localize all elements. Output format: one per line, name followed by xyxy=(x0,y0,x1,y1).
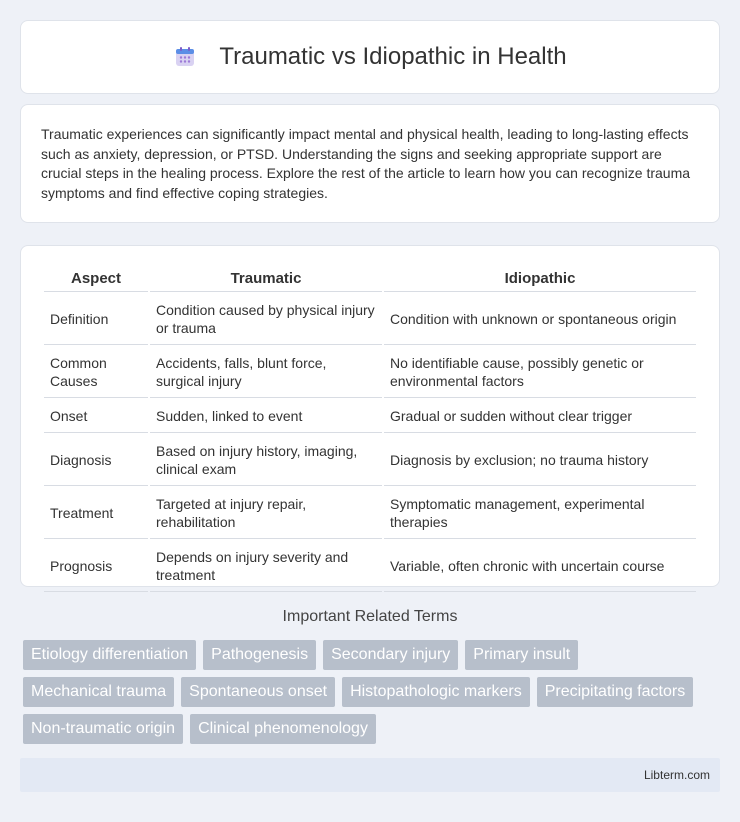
comparison-table-card xyxy=(20,245,720,587)
footer-brand-link[interactable]: Libterm.com xyxy=(643,768,710,782)
header-card xyxy=(20,20,720,94)
column-header-idiopathic: Idiopathic xyxy=(384,266,696,292)
column-header-traumatic: Traumatic xyxy=(150,266,382,292)
idiopathic-cell: No identifiable cause, possibly genetic or environmental factors xyxy=(384,347,696,398)
related-term-tag[interactable]: Precipitating factors xyxy=(537,677,694,707)
idiopathic-cell: Gradual or sudden without clear trigger xyxy=(384,400,696,433)
page-title: Traumatic vs Idiopathic in Health xyxy=(219,43,567,70)
table-row xyxy=(44,435,696,486)
related-term-tag[interactable]: Etiology differentiation xyxy=(23,640,196,670)
related-term-tag[interactable]: Primary insult xyxy=(465,640,578,670)
traumatic-cell: Depends on injury severity and treatment xyxy=(150,541,382,592)
column-header-aspect: Aspect xyxy=(44,266,148,292)
related-term-tag[interactable]: Pathogenesis xyxy=(203,640,316,670)
table-row xyxy=(44,488,696,539)
traumatic-cell: Accidents, falls, blunt force, surgical injury xyxy=(150,347,382,398)
idiopathic-cell: Variable, often chronic with uncertain course xyxy=(384,541,696,592)
related-terms-title: Important Related Terms xyxy=(282,608,458,625)
traumatic-cell: Based on injury history, imaging, clinical exam xyxy=(150,435,382,486)
related-term-tag[interactable]: Clinical phenomenology xyxy=(190,714,376,744)
intro-text: Traumatic experiences can significantly impact mental and physical health, leading to long-lasting effects such as anxiety, depression, or PTSD. Understanding the signs and seeking appropriate support are crucial steps in the healing process. Explore the rest of the article to learn how you can recognize trauma symptoms and find effective coping strategies. xyxy=(41,126,691,201)
aspect-cell: Treatment xyxy=(44,488,148,539)
aspect-cell: Definition xyxy=(44,294,148,345)
related-term-tag[interactable]: Spontaneous onset xyxy=(181,677,335,707)
idiopathic-cell: Diagnosis by exclusion; no trauma history xyxy=(384,435,696,486)
calendar-icon xyxy=(173,45,197,69)
aspect-cell: Diagnosis xyxy=(44,435,148,486)
related-term-tag[interactable]: Secondary injury xyxy=(323,640,458,670)
table-row xyxy=(44,294,696,345)
related-term-tag[interactable]: Mechanical trauma xyxy=(23,677,174,707)
aspect-cell: Common Causes xyxy=(44,347,148,398)
table-header-row xyxy=(44,266,696,292)
aspect-cell: Prognosis xyxy=(44,541,148,592)
related-term-tag[interactable]: Non-traumatic origin xyxy=(23,714,183,744)
traumatic-cell: Condition caused by physical injury or trauma xyxy=(150,294,382,345)
aspect-cell: Onset xyxy=(44,400,148,433)
table-row xyxy=(44,400,696,433)
comparison-table xyxy=(42,264,698,594)
table-row xyxy=(44,347,696,398)
footer xyxy=(20,758,720,792)
related-terms-list xyxy=(23,640,723,751)
table-row xyxy=(44,541,696,592)
intro-card xyxy=(20,104,720,223)
idiopathic-cell: Condition with unknown or spontaneous origin xyxy=(384,294,696,345)
traumatic-cell: Targeted at injury repair, rehabilitation xyxy=(150,488,382,539)
idiopathic-cell: Symptomatic management, experimental therapies xyxy=(384,488,696,539)
related-term-tag[interactable]: Histopathologic markers xyxy=(342,677,530,707)
traumatic-cell: Sudden, linked to event xyxy=(150,400,382,433)
